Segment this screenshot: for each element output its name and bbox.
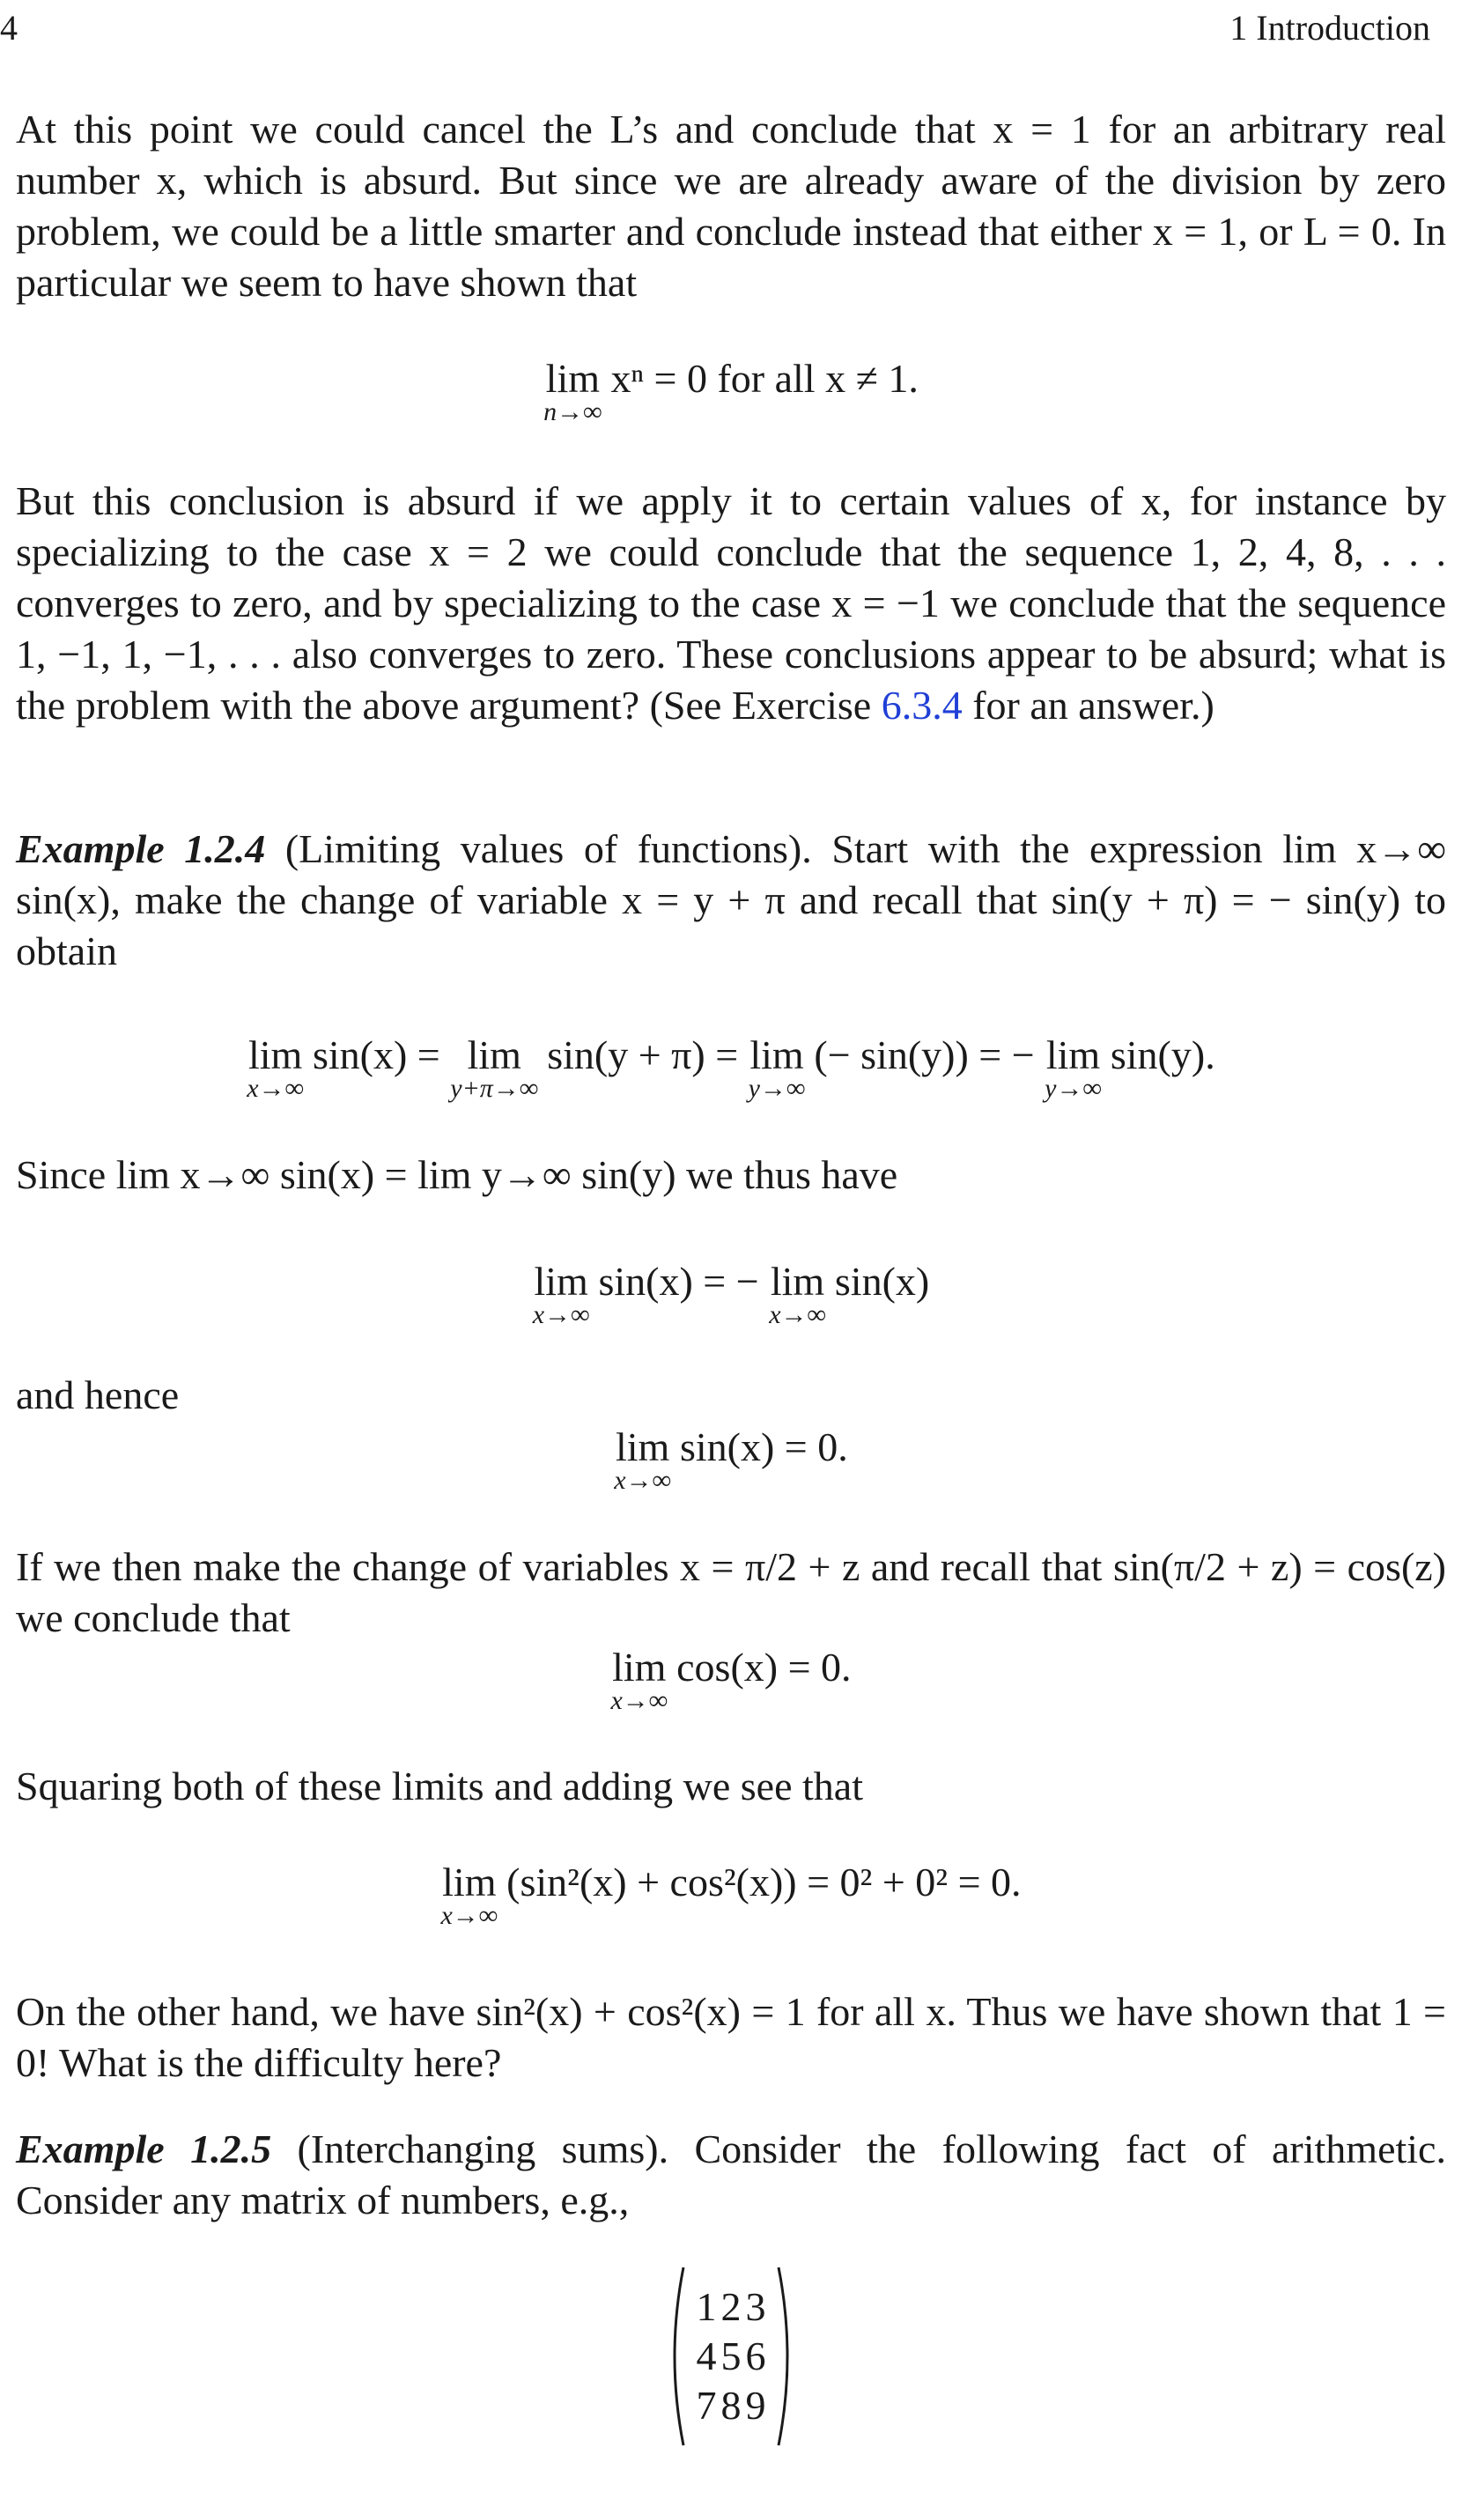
matrix-cell: 6 (745, 2333, 766, 2378)
example-label: Example 1.2.4 (16, 826, 266, 871)
matrix-cell: 5 (720, 2333, 742, 2378)
equation-5: lim x→∞ cos(x) = 0. (610, 1645, 852, 1715)
matrix-row (694, 2381, 768, 2430)
page-number: 4 (0, 8, 18, 48)
paragraph-6: Squaring both of these limits and adding we see that (16, 1764, 863, 1808)
example-1-2-5: Example 1.2.5 (Interchanging sums). Consider the following fact of arithmetic. Consider any matrix of numbers, e.g., (16, 2126, 1446, 2222)
equation-4: lim x→∞ sin(x) = 0. (614, 1424, 848, 1495)
matrix-cell: 1 (696, 2284, 717, 2329)
matrix-row (694, 2332, 768, 2381)
paragraph-1: At this point we could cancel the L’s and conclude that x = 1 for an arbitrary real number x, which is absurd. But since we are already aware of the division by zero problem, we could be a little smarter and conclude instead that either x = 1, or L = 0. In particular we seem to have shown that (16, 107, 1446, 305)
matrix-body (687, 2282, 775, 2430)
equation-2: lim x→∞ sin(x) = lim y+π→∞ sin(y + π) = lim y→∞ (− sin(y)) = − lim y→∞ sin(y). (247, 1032, 1215, 1103)
exercise-link[interactable]: 6.3.4 (881, 683, 963, 728)
matrix-cell: 4 (696, 2333, 717, 2378)
equation-body: xⁿ = 0 for all x ≠ 1. (610, 356, 919, 401)
paragraph-4: and hence (16, 1372, 180, 1417)
paragraph-5: If we then make the change of variables x = π/2 + z and recall that sin(π/2 + z) = cos(z) we conclude that (16, 1544, 1446, 1640)
equation-1 (16, 357, 1446, 425)
matrix-3x3 (16, 2264, 1446, 2449)
limit-operator: lim n→∞ (543, 356, 602, 426)
equation-3: lim x→∞ sin(x) = − lim x→∞ sin(x) (532, 1259, 930, 1329)
paragraph-2: But this conclusion is absurd if we apply it to certain values of x, for instance by specializing to the case x = 2 we could conclude that the sequence 1, 2, 4, 8, . . . converges to zero, and by specializing to the case x = −1 we conclude that the sequence 1, −1, 1, −1, . . . also converges to zero. These conclusions appear to be absurd; what is the problem with the above argument? (See Exercise 6.3.4 for an answer.) (16, 478, 1446, 728)
right-paren-icon (775, 2264, 798, 2449)
matrix-cell: 2 (720, 2284, 742, 2329)
equation-6: lim x→∞ (sin²(x) + cos²(x)) = 0² + 0² = 0. (440, 1860, 1022, 1930)
matrix-cell: 8 (720, 2383, 742, 2428)
matrix-cell: 9 (745, 2383, 766, 2428)
example-1-2-4: Example 1.2.4 (Limiting values of functions). Start with the expression lim x→∞ sin(x), make the change of variable x = y + π and recall that sin(y + π) = − sin(y) to obtain (16, 826, 1446, 973)
chapter-title: 1 Introduction (1229, 8, 1430, 48)
matrix-row (694, 2282, 768, 2332)
matrix-cell: 3 (745, 2284, 766, 2329)
matrix-cell: 7 (696, 2383, 717, 2428)
example-label: Example 1.2.5 (16, 2126, 272, 2171)
left-paren-icon (664, 2264, 687, 2449)
paragraph-7: On the other hand, we have sin²(x) + cos²(x) = 1 for all x. Thus we have shown that 1 = 0! What is the difficulty here? (16, 1989, 1446, 2085)
paragraph-3: Since lim x→∞ sin(x) = lim y→∞ sin(y) we thus have (16, 1152, 898, 1197)
